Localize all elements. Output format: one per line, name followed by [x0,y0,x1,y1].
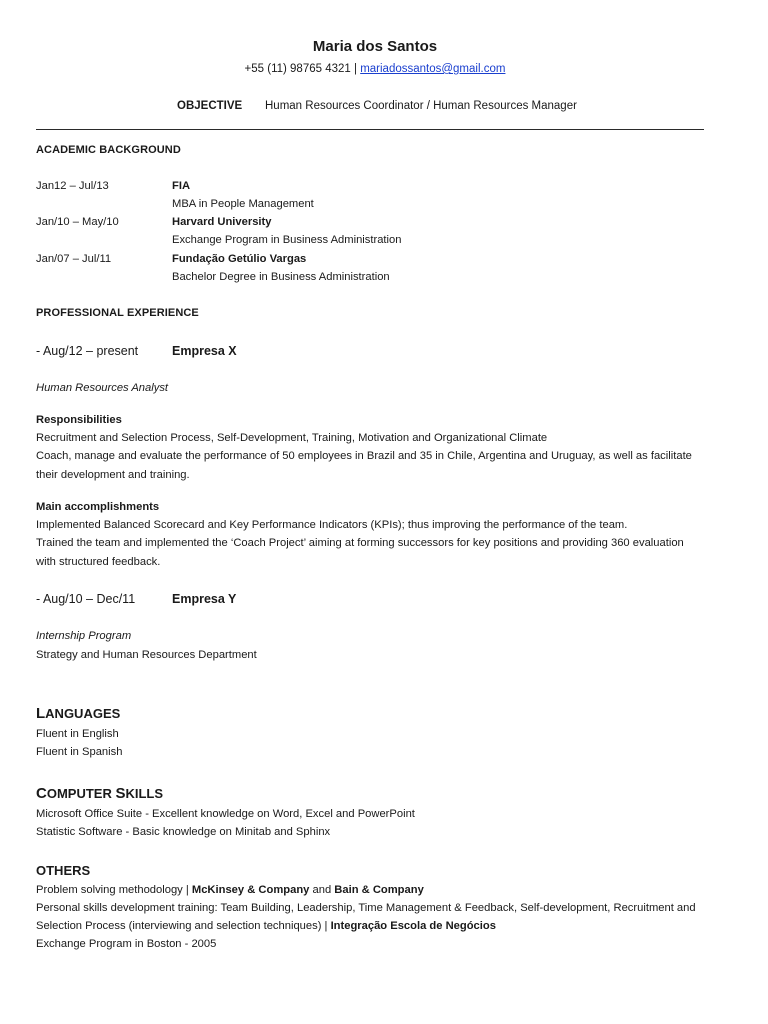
contact-separator: | [350,63,361,75]
contact-line [0,63,750,75]
responsibility-line: Coach, manage and evaluate the performance of 50 employees in Brazil and 35 in Chile, Argentina and Uruguay, as well as facilitate [36,450,692,462]
job-role: Human Resources Analyst [36,382,169,394]
accomplishments-heading: Main accomplishments [36,501,160,513]
experience-section-title: PROFESSIONAL EXPERIENCE [36,307,199,319]
accomplishment-line: Trained the team and implemented the ‘Coach Project’ aiming at forming successors for key positions and providing 360 evaluation [36,537,684,549]
others-line: Personal skills development training: Team Building, Leadership, Time Management & Feedback, Self-development, Recruitment and [36,902,696,914]
job-company: Empresa X [172,344,237,358]
job-company: Empresa Y [172,592,237,606]
job-role: Internship Program [36,630,132,642]
academic-dates: Jan/07 – Jul/11 [36,253,112,265]
academic-school: Harvard University [172,216,272,228]
academic-section-title: ACADEMIC BACKGROUND [36,144,181,156]
languages-title-cap: L [36,705,46,722]
skills-title-cap: S [115,785,126,802]
others-line: Exchange Program in Boston - 2005 [36,938,217,950]
others-line [36,884,424,896]
others-text: and [309,884,335,896]
objective-label: OBJECTIVE [177,100,243,112]
email-link[interactable]: mariadossantos@gmail.com [360,63,506,75]
languages-section-title [36,705,120,722]
responsibilities-heading: Responsibilities [36,414,122,426]
responsibility-line: Recruitment and Selection Process, Self-Development, Training, Motivation and Organizational Climate [36,432,548,444]
others-line [36,920,496,932]
academic-degree: MBA in People Management [172,198,314,210]
academic-degree: Exchange Program in Business Administration [172,234,402,246]
language-item: Fluent in Spanish [36,746,123,758]
accomplishment-line: Implemented Balanced Scorecard and Key Performance Indicators (KPIs); thus improving the performance of the team. [36,519,628,531]
academic-school: Fundação Getúlio Vargas [172,253,307,265]
academic-school: FIA [172,180,191,192]
others-text: Selection Process (interviewing and selection techniques) | [36,920,331,932]
others-section-title: OTHERS [36,863,91,878]
candidate-name: Maria dos Santos [312,38,438,55]
skills-title-rest: KILLS [125,786,164,801]
job-description: Strategy and Human Resources Department [36,649,257,661]
header-divider [36,129,704,130]
academic-dates: Jan12 – Jul/13 [36,180,109,192]
job-dates: - Aug/12 – present [36,344,139,358]
academic-dates: Jan/10 – May/10 [36,216,119,228]
job-dates: - Aug/10 – Dec/11 [36,592,136,606]
others-text: Problem solving methodology | [36,884,192,896]
responsibility-line: their development and training. [36,469,190,481]
computer-title-rest: OMPUTER [46,786,116,801]
others-org: McKinsey & Company [191,884,310,896]
computer-skill-item: Statistic Software - Basic knowledge on Minitab and Sphinx [36,826,331,838]
others-org: Integração Escola de Negócios [330,920,496,932]
objective-text: Human Resources Coordinator / Human Resources Manager [265,100,577,112]
accomplishment-line: with structured feedback. [36,556,161,568]
phone-number: +55 (11) 98765 4321 [244,63,351,75]
language-item: Fluent in English [36,728,119,740]
others-org: Bain & Company [334,884,424,896]
academic-degree: Bachelor Degree in Business Administration [172,271,390,283]
computer-title-cap: C [36,785,47,802]
languages-title-rest: ANGUAGES [45,706,121,721]
computer-skill-item: Microsoft Office Suite - Excellent knowledge on Word, Excel and PowerPoint [36,808,415,820]
computer-skills-section-title [36,785,163,802]
